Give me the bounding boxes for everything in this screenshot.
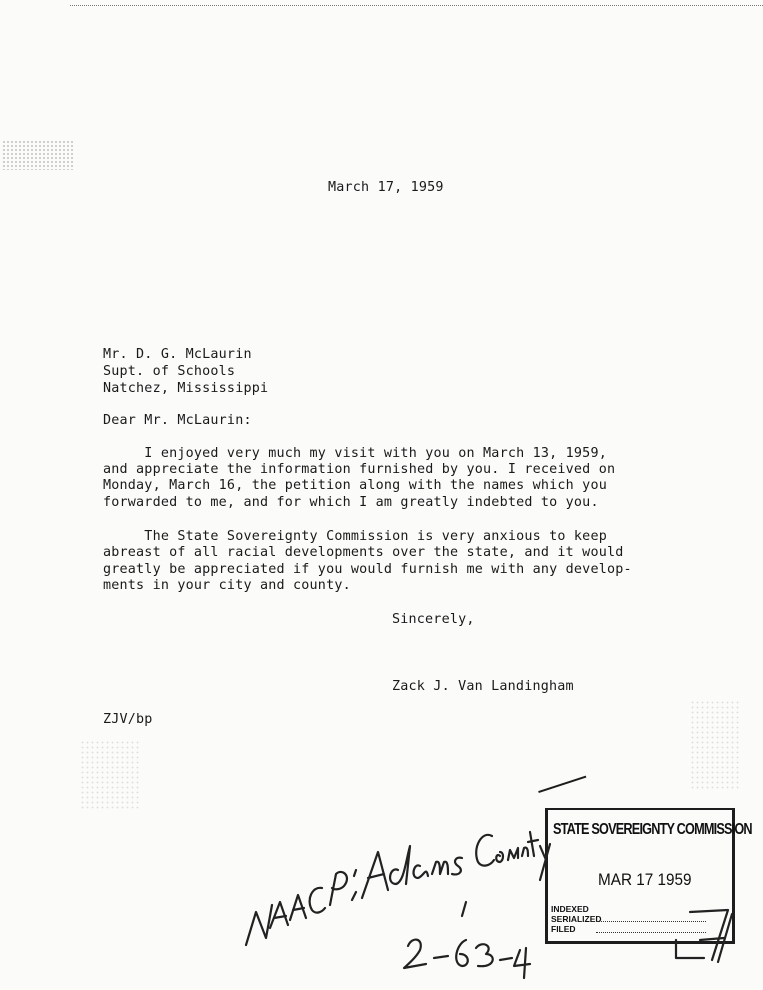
handwritten-annotation-stroke [540, 844, 550, 880]
handwritten-annotation-stroke [310, 888, 325, 913]
paragraph-2-line: ments in your city and county. [103, 578, 351, 593]
paragraph-2-line: abreast of all racial developments over the state, and it would [103, 545, 624, 560]
stamp-handwritten-mark [690, 910, 732, 962]
stamp-handwritten-mark [676, 940, 704, 958]
salutation: Dear Mr. McLaurin: [103, 413, 252, 428]
paragraph-1-line: I enjoyed very much my visit with you on March 13, 1959, [103, 446, 607, 461]
handwritten-file-number-stroke [500, 958, 512, 960]
handwritten-annotation-stroke [432, 862, 448, 874]
stamp-field-indexed: INDEXED [551, 904, 589, 914]
paragraph-1-line: forwarded to me, and for which I am greatly indebted to you. [103, 495, 599, 510]
paragraph-2-line: greatly be appreciated if you would furnish me with any develop- [103, 562, 632, 577]
handwritten-annotation-stroke [522, 848, 528, 856]
handwritten-file-number-stroke [456, 940, 468, 966]
recipient-name: Mr. D. G. McLaurin [103, 347, 252, 362]
handwritten-annotation-stroke [246, 905, 272, 945]
handwritten-file-number-stroke [434, 956, 448, 958]
recipient-title: Supt. of Schools [103, 364, 236, 379]
typist-initials: ZJV/bp [103, 712, 153, 727]
stamp-field-serialized: SERIALIZED [551, 914, 602, 924]
handwritten-annotation-stroke [390, 846, 410, 884]
handwritten-annotation-stroke [452, 858, 462, 875]
signature-name: Zack J. Van Landingham [392, 679, 574, 694]
handwritten-annotation-stroke [414, 865, 428, 878]
stamp-field-filed: FILED [551, 924, 576, 934]
handwritten-annotation-stroke [330, 872, 347, 905]
handwritten-annotation-stroke [462, 902, 466, 916]
handwritten-annotation-stroke [476, 835, 494, 866]
handwritten-annotation-stroke [352, 870, 356, 900]
paragraph-1-line: and appreciate the information furnished by you. I received on [103, 462, 616, 477]
closing: Sincerely, [392, 612, 475, 627]
handwritten-annotation-stroke [496, 852, 503, 862]
handwritten-annotation-stroke [362, 852, 388, 898]
letter-date: March 17, 1959 [328, 180, 444, 195]
recipient-city: Natchez, Mississippi [103, 381, 269, 396]
stamp-date: MAR 17 1959 [598, 870, 692, 889]
handwritten-file-number-stroke [404, 940, 426, 968]
handwritten-file-number-stroke [514, 948, 530, 978]
stamp-title: STATE SOVEREIGNTY COMMISSION [553, 821, 752, 838]
handwritten-annotation-stroke [508, 848, 518, 860]
handwritten-annotation-stroke [290, 895, 306, 920]
handwritten-file-number-stroke [476, 944, 493, 966]
paragraph-2-line: The State Sovereignty Commission is very anxious to keep [103, 529, 607, 544]
handwritten-annotation-stroke [528, 832, 538, 856]
paragraph-1-line: Monday, March 16, the petition along with the names which you [103, 478, 607, 493]
